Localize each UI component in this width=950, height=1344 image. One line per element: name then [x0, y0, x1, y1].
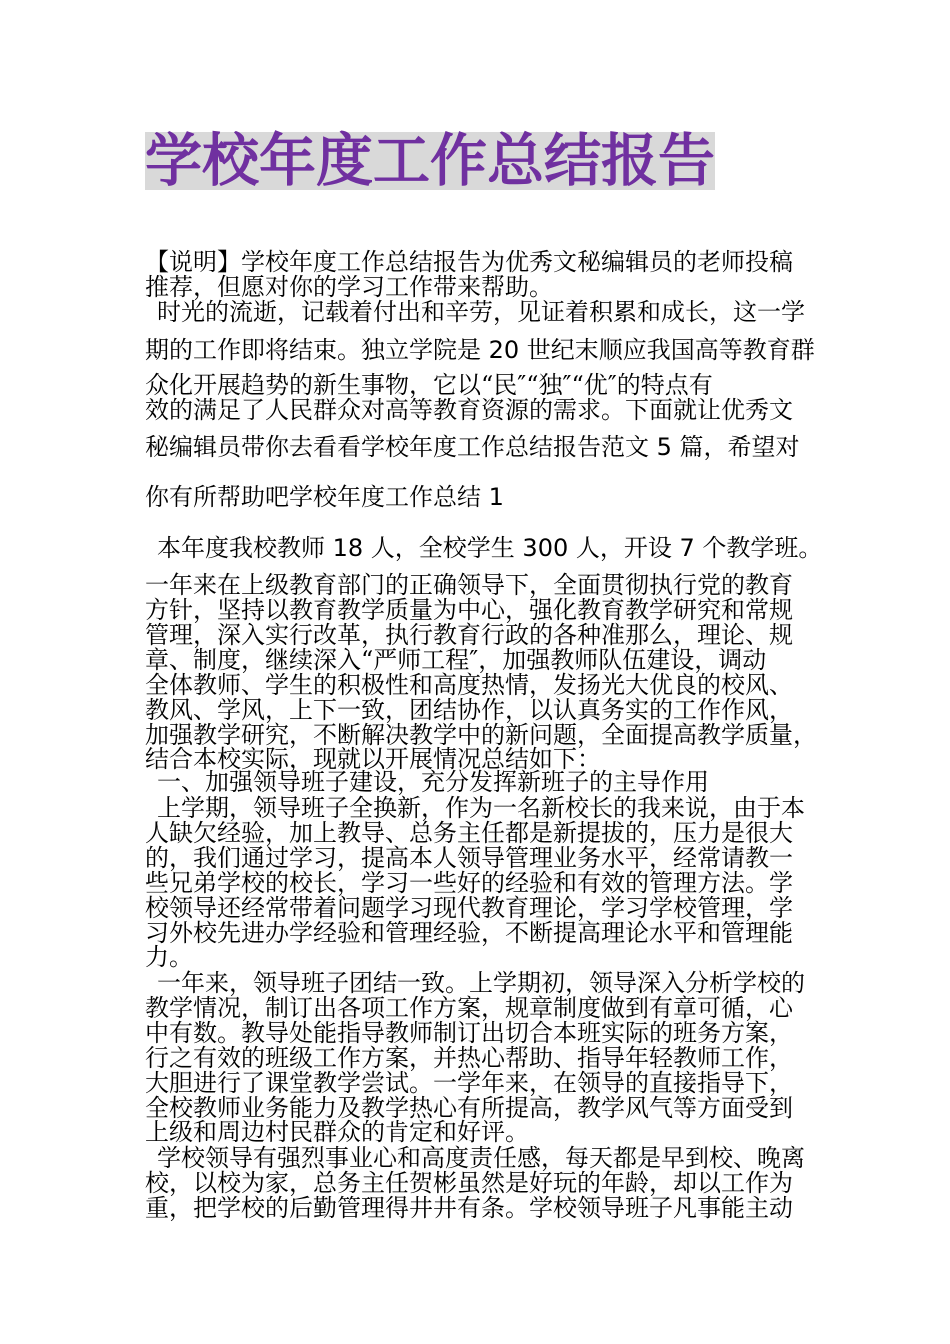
- text-line: 加强教学研究，不断解决教学中的新问题，全面提高教学质量，: [145, 721, 817, 749]
- text-line: 众化开展趋势的新生事物，它以“民″“独″“优″的特点有: [145, 371, 713, 399]
- text-line: 方针，坚持以教育教学质量为中心，强化教育教学研究和常规: [145, 596, 793, 624]
- text-line: 重，把学校的后勤管理得井井有条。学校领导班子凡事能主动: [145, 1194, 793, 1222]
- text-line: 习外校先进办学经验和管理经验，不断提高理论水平和管理能: [145, 919, 793, 947]
- text-line: 本年度我校教师 18 人，全校学生 300 人，开设 7 个教学班。: [157, 534, 823, 562]
- text-line: 教风、学风，上下一致，团结协作，以认真务实的工作作风，: [145, 696, 793, 724]
- text-line: 结合本校实际，现就以开展情况总结如下：: [145, 745, 601, 773]
- text-line: 些兄弟学校的校长，学习一些好的经验和有效的管理方法。学: [145, 869, 793, 897]
- document-title: 学校年度工作总结报告: [145, 128, 715, 194]
- text-line: 人缺欠经验，加上教导、总务主任都是新提拔的，压力是很大: [145, 819, 793, 847]
- text-line: 【说明】学校年度工作总结报告为优秀文秘编辑员的老师投稿: [145, 248, 793, 276]
- text-line: 大胆进行了课堂教学尝试。一学年来，在领导的直接指导下，: [145, 1069, 793, 1097]
- text-line: 时光的流逝，记载着付出和辛劳，见证着积累和成长，这一学: [157, 298, 805, 326]
- text-line: 管理，深入实行改革，执行教育行政的各种准那么，理论、规: [145, 621, 793, 649]
- text-line: 章、制度，继续深入“严师工程″，加强教师队伍建设，调动: [145, 646, 767, 674]
- text-line: 校，以校为家，总务主任贺彬虽然是好玩的年龄，却以工作为: [145, 1169, 793, 1197]
- text-line: 力。: [145, 943, 193, 971]
- text-line: 全校教师业务能力及教学热心有所提高，教学风气等方面受到: [145, 1094, 793, 1122]
- text-line: 校领导还经常带着问题学习现代教育理论，学习学校管理，学: [145, 894, 793, 922]
- text-line: 全体教师、学生的积极性和高度热情，发扬光大优良的校风、: [145, 671, 793, 699]
- text-line: 上学期，领导班子全换新，作为一名新校长的我来说，由于本: [157, 794, 805, 822]
- text-line: 效的满足了人民群众对高等教育资源的需求。下面就让优秀文: [145, 396, 793, 424]
- text-line: 学校领导有强烈事业心和高度责任感，每天都是早到校、晚离: [157, 1144, 805, 1172]
- text-line: 秘编辑员带你去看看学校年度工作总结报告范文 5 篇，希望对: [145, 433, 800, 461]
- text-line: 的，我们通过学习，提高本人领导管理业务水平，经常请教一: [145, 844, 793, 872]
- section-heading: 一、加强领导班子建设，充分发挥新班子的主导作用: [157, 768, 709, 796]
- text-line: 教学情况，制订出各项工作方案，规章制度做到有章可循，心: [145, 994, 793, 1022]
- text-line: 一年来，领导班子团结一致。上学期初，领导深入分析学校的: [157, 969, 805, 997]
- text-line: 推荐，但愿对你的学习工作带来帮助。: [145, 273, 553, 301]
- text-line: 一年来在上级教育部门的正确领导下，全面贯彻执行党的教育: [145, 571, 793, 599]
- text-line: 你有所帮助吧学校年度工作总结 1: [145, 483, 504, 511]
- text-line: 中有数。教导处能指导教师制订出切合本班实际的班务方案，: [145, 1019, 793, 1047]
- text-line: 行之有效的班级工作方案，并热心帮助、指导年轻教师工作，: [145, 1044, 793, 1072]
- text-line: 上级和周边村民群众的肯定和好评。: [145, 1118, 529, 1146]
- text-line: 期的工作即将结束。独立学院是 20 世纪末顺应我国高等教育群: [145, 336, 815, 364]
